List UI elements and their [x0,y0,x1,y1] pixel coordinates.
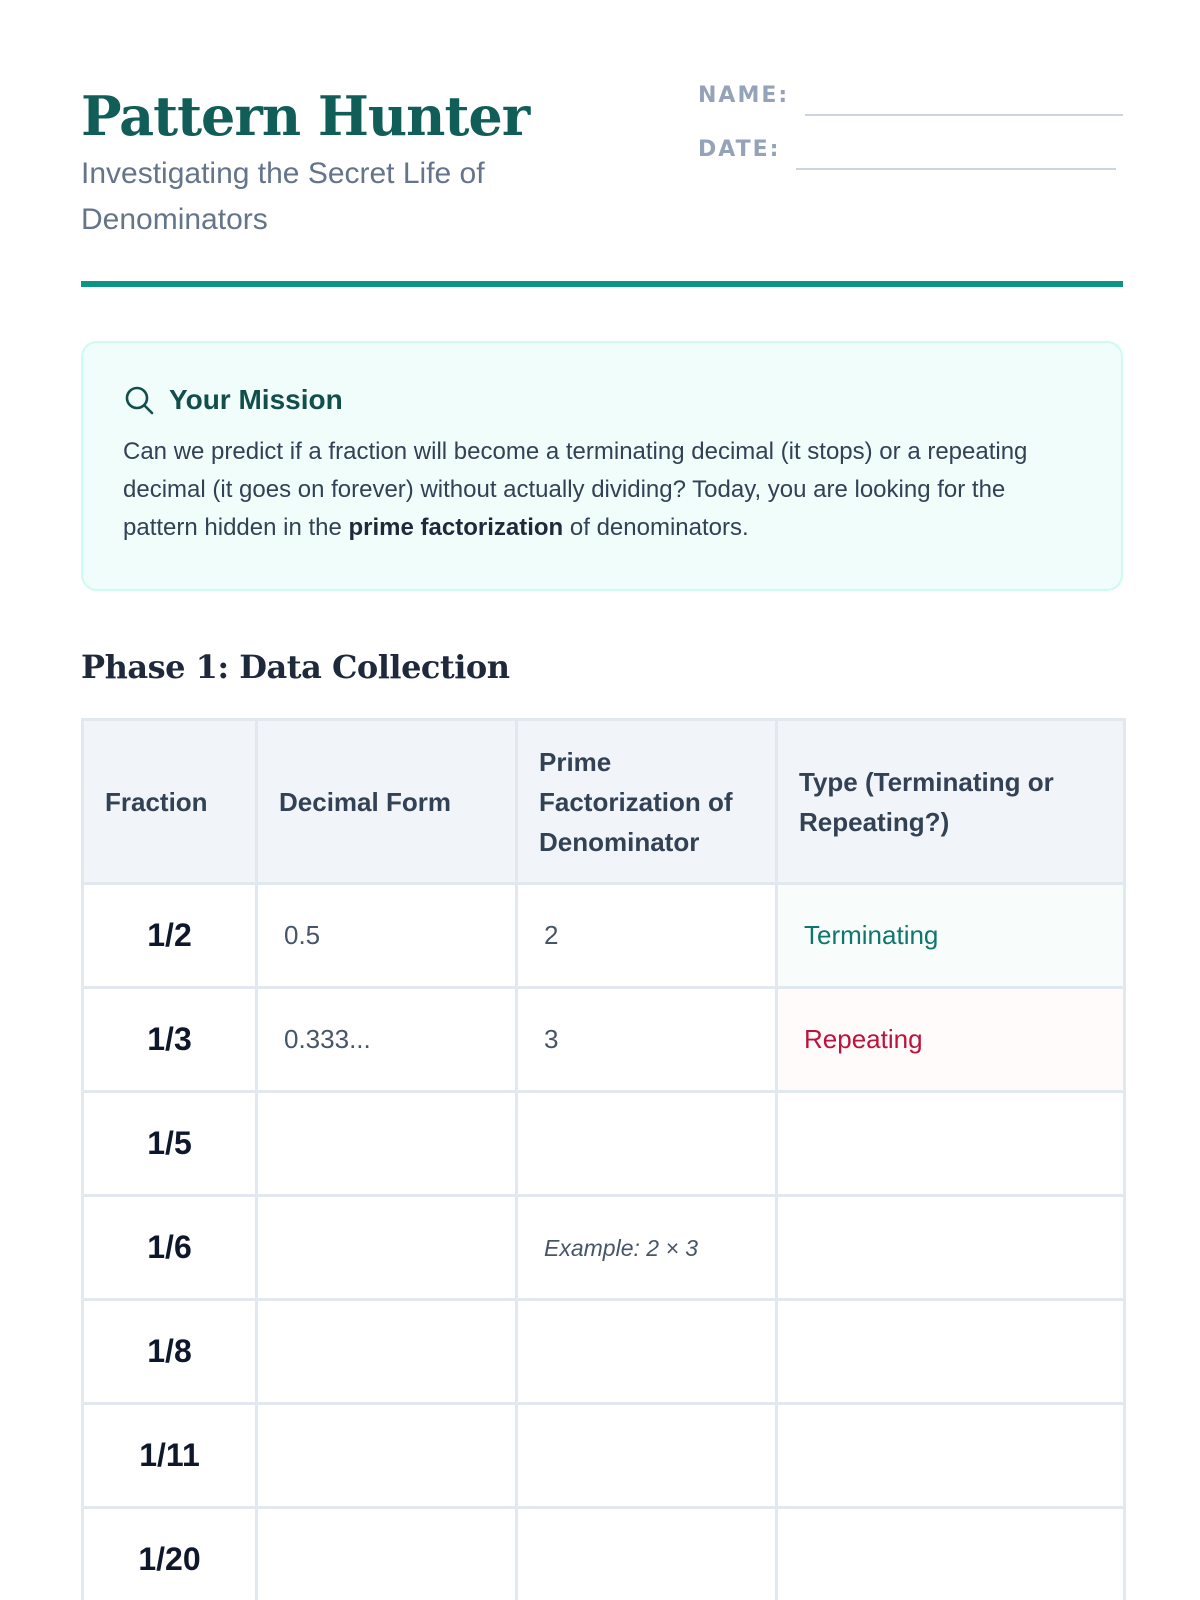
mission-title: Your Mission [169,384,343,415]
fraction-cell: 1/20 [83,1508,257,1600]
type-cell[interactable] [777,1300,1125,1404]
fraction-cell: 1/11 [83,1404,257,1508]
mission-box [81,341,1123,591]
decimal-cell[interactable] [257,1508,517,1600]
type-cell[interactable]: Terminating [777,884,1125,988]
fraction-cell: 1/2 [83,884,257,988]
phase-heading: Phase 1: Data Collection [81,648,510,686]
decimal-cell[interactable] [257,1300,517,1404]
table-row [83,1508,1125,1600]
factorization-cell[interactable] [517,1300,777,1404]
type-cell[interactable] [777,1092,1125,1196]
decimal-cell[interactable]: 0.333... [257,988,517,1092]
fraction-cell: 1/8 [83,1300,257,1404]
factorization-cell[interactable] [517,1508,777,1600]
mission-text-end: of denominators. [563,514,749,541]
factorization-cell[interactable] [517,1196,777,1300]
fraction-cell: 1/3 [83,988,257,1092]
date-field [698,137,1116,162]
decimal-cell[interactable]: 0.5 [257,884,517,988]
mission-text [123,433,1081,547]
type-cell[interactable] [777,1404,1125,1508]
title-block [81,83,641,243]
table-row [83,988,1125,1092]
factorization-cell[interactable]: 3 [517,988,777,1092]
column-header-factorization: Prime Factorization of Denominator [517,720,777,884]
worksheet-page [81,0,1123,1577]
page-subtitle: Investigating the Secret Life of Denominators [81,157,485,236]
name-input-line[interactable] [805,92,1123,116]
factorization-cell[interactable] [517,1404,777,1508]
header-divider [81,281,1123,287]
date-input-line[interactable] [796,146,1116,170]
fraction-cell: 1/6 [83,1196,257,1300]
column-header-fraction: Fraction [83,720,257,884]
decimal-cell[interactable] [257,1196,517,1300]
table-row [83,1196,1125,1300]
decimal-cell[interactable] [257,1092,517,1196]
table-row [83,1404,1125,1508]
column-header-type: Type (Terminating or Repeating?) [777,720,1125,884]
table-row [83,1092,1125,1196]
decimal-cell[interactable] [257,1404,517,1508]
name-label: NAME: [698,83,790,108]
factorization-cell[interactable]: 2 [517,884,777,988]
table-row [83,884,1125,988]
table-header-row [83,720,1125,884]
mission-text-start: Can we predict if a fraction will become a terminating decimal (it stops) or a repeating decimal (it goes on forever) without actually dividing? Today, you are looking for the pattern hidden in the [123,438,1028,541]
fraction-cell: 1/5 [83,1092,257,1196]
type-cell[interactable]: Repeating [777,988,1125,1092]
search-icon [123,384,155,416]
type-cell[interactable] [777,1196,1125,1300]
table-row [83,1300,1125,1404]
factorization-cell[interactable] [517,1092,777,1196]
date-label: DATE: [698,137,781,162]
column-header-decimal: Decimal Form [257,720,517,884]
page-title: Pattern Hunter [81,84,530,148]
name-field [698,83,1123,108]
type-cell[interactable] [777,1508,1125,1600]
mission-header [123,383,1081,417]
worksheet-header [81,0,1123,287]
factorization-example: Example: 2 × 3 [544,1235,699,1261]
mission-text-emphasis: prime factorization [348,514,564,541]
data-collection-table [81,718,1126,1600]
